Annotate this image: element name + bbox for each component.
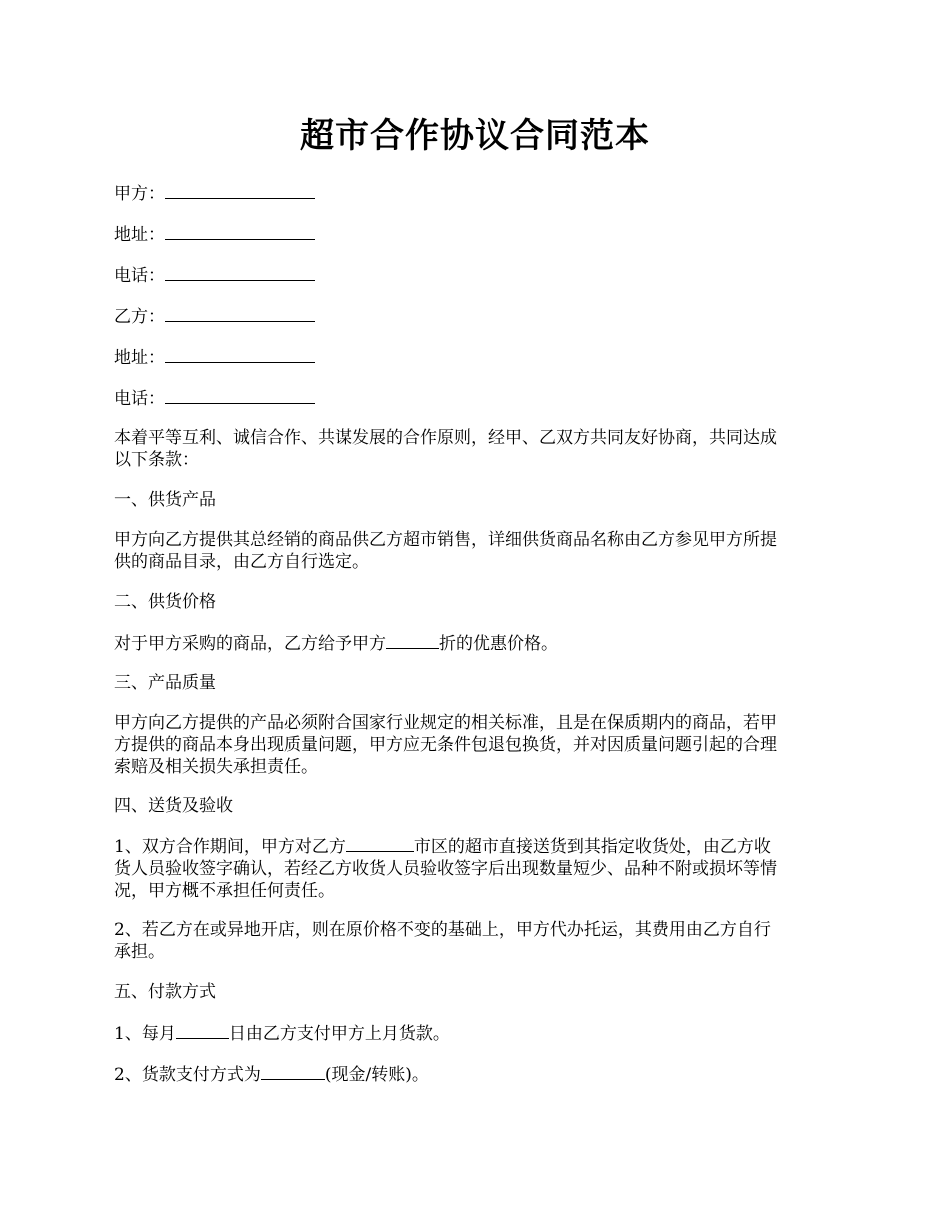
- party-b-address-field: [114, 345, 840, 369]
- section-4-item-1-after: 市区的超市直接送货到其指定收货处，由乙方收: [413, 837, 771, 857]
- party-a-address-label: 地址：: [114, 225, 165, 245]
- section-4-item-1-first-line: [114, 834, 840, 858]
- discount-blank[interactable]: [386, 631, 439, 649]
- section-2-body: [114, 631, 840, 655]
- party-a-blank[interactable]: [165, 181, 315, 199]
- section-1-line: 供的商品目录，由乙方自行选定。: [114, 552, 369, 572]
- section-2-text-before: 对于甲方采购的商品，乙方给予甲方: [114, 634, 386, 654]
- party-a-address-blank[interactable]: [165, 222, 315, 240]
- party-b-phone-label: 电话：: [114, 389, 165, 409]
- section-5-heading: 五、付款方式: [114, 982, 216, 1002]
- section-1-body: [114, 529, 840, 573]
- section-5-item-2-after: (现金/转账)。: [324, 1065, 429, 1085]
- city-blank[interactable]: [346, 834, 414, 852]
- section-5-item-2: [114, 1062, 840, 1086]
- section-1-line: 甲方向乙方提供其总经销的商品供乙方超市销售，详细供货商品名称由乙方参见甲方所提: [114, 530, 777, 550]
- section-5-item-1-after: 日由乙方支付甲方上月货款。: [228, 1024, 450, 1044]
- section-4-item-2-line: 2、若乙方在或异地开店，则在原价格不变的基础上，甲方代办托运，其费用由乙方自行: [114, 920, 771, 940]
- section-1-heading: 一、供货产品: [114, 490, 216, 510]
- intro-paragraph: [114, 427, 840, 471]
- section-2-heading: 二、供货价格: [114, 592, 216, 612]
- party-a-address-field: [114, 222, 840, 246]
- party-b-address-label: 地址：: [114, 348, 165, 368]
- payment-method-blank[interactable]: [261, 1062, 325, 1080]
- section-5-item-1: [114, 1021, 840, 1045]
- section-5-item-1-before: 1、每月: [114, 1024, 176, 1044]
- section-3-heading: 三、产品质量: [114, 673, 216, 693]
- document-title: 超市合作协议合同范本: [300, 116, 650, 156]
- section-2-text-after: 折的优惠价格。: [439, 634, 558, 654]
- party-a-label: 甲方：: [114, 184, 165, 204]
- section-4-item-1: [114, 834, 840, 902]
- section-4-heading: 四、送货及验收: [114, 796, 233, 816]
- section-4-item-2-line: 承担。: [114, 942, 165, 962]
- party-a-phone-blank[interactable]: [165, 263, 315, 281]
- intro-line: 以下条款：: [114, 450, 199, 470]
- party-b-field: [114, 304, 840, 328]
- section-5-item-2-before: 2、货款支付方式为: [114, 1065, 261, 1085]
- section-3-line: 索赔及相关损失承担责任。: [114, 757, 318, 777]
- party-b-label: 乙方：: [114, 307, 165, 327]
- party-b-blank[interactable]: [165, 304, 315, 322]
- party-a-phone-label: 电话：: [114, 266, 165, 286]
- party-b-phone-field: [114, 386, 840, 410]
- section-3-line: 方提供的商品本身出现质量问题，甲方应无条件包退包换货，并对因质量问题引起的合理: [114, 735, 777, 755]
- party-a-field: [114, 181, 840, 205]
- party-b-phone-blank[interactable]: [165, 386, 315, 404]
- intro-line: 本着平等互利、诚信合作、共谋发展的合作原则，经甲、乙双方共同友好协商，共同达成: [114, 428, 777, 448]
- section-3-line: 甲方向乙方提供的产品必须附合国家行业规定的相关标准，且是在保质期内的商品，若甲: [114, 713, 777, 733]
- section-4-item-1-line: 况，甲方概不承担任何责任。: [114, 881, 335, 901]
- section-4-item-1-before: 1、双方合作期间，甲方对乙方: [114, 837, 346, 857]
- section-4-item-2: [114, 919, 840, 963]
- payment-day-blank[interactable]: [176, 1021, 229, 1039]
- party-b-address-blank[interactable]: [165, 345, 315, 363]
- section-4-item-1-line: 货人员验收签字确认，若经乙方收货人员验收签字后出现数量短少、品种不附或损坏等情: [114, 859, 777, 879]
- party-a-phone-field: [114, 263, 840, 287]
- section-3-body: [114, 712, 840, 778]
